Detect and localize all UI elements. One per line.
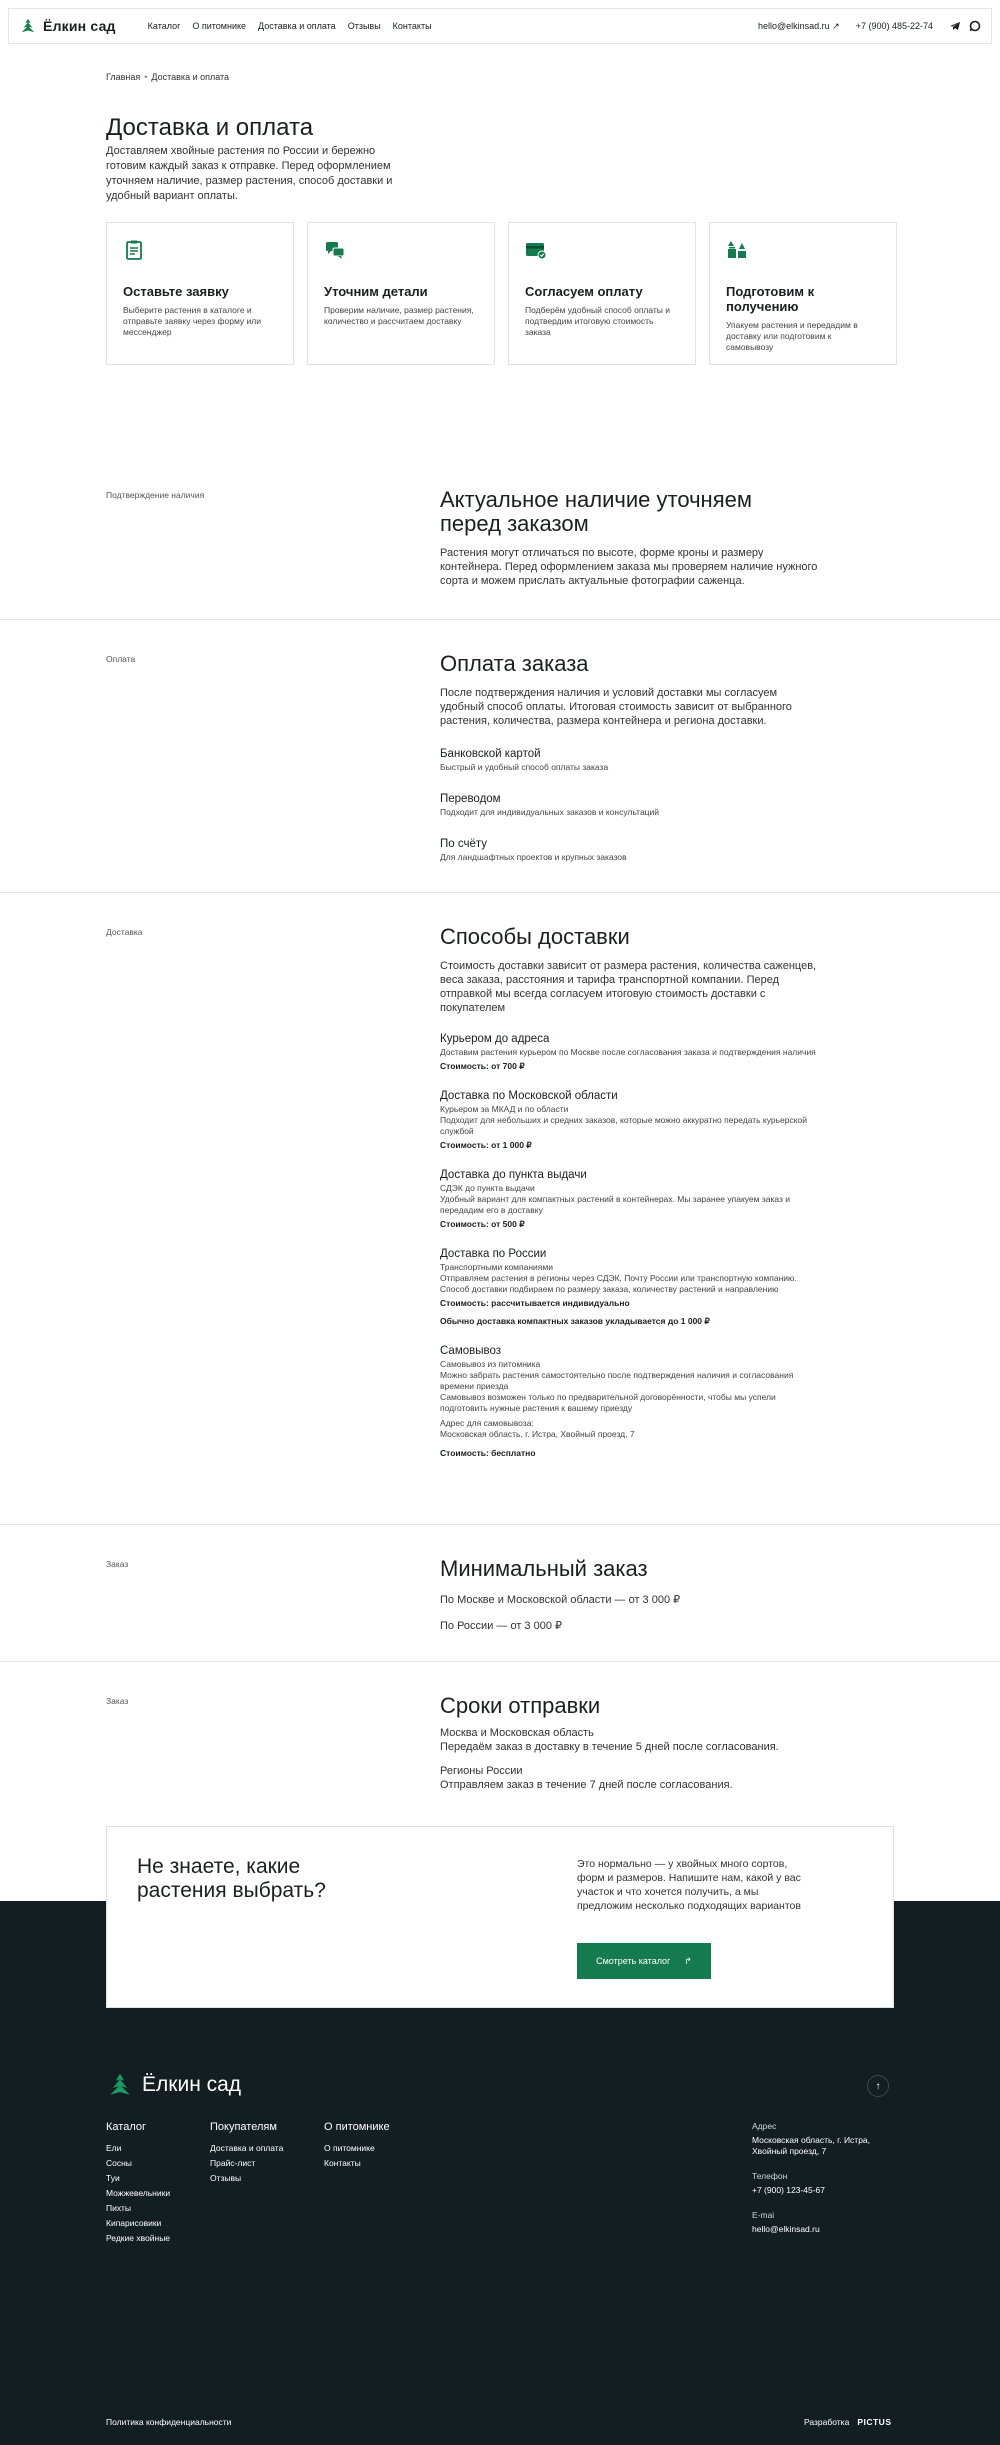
footer-address: Московская область, г. Истра, Хвойный проезд, 7 [752,2135,871,2156]
developer-logo: PICTUS [857,2417,892,2427]
delivery-price: Стоимость: рассчитывается индивидуально [440,1298,630,1308]
section-title: Оплата заказа [440,651,589,676]
section-body [440,652,820,863]
footer-col-title: Покупателям [210,2121,277,2133]
step-text: Подберём удобный способ оплаты и подтвердим итоговую стоимость заказа [525,305,671,337]
section-body [440,1694,820,1792]
footer-col-title: О питомнике [324,2121,390,2133]
footer-about [324,2121,390,2173]
delivery-method-text: Доставим растения курьером по Москве после согласования заказа и подтверждения наличия [440,1047,816,1057]
delivery-note: Обычно доставка компактных заказов укладывается до 1 000 ₽ [440,1316,710,1326]
shipping-regions-text: Отправляем заказ в течение 7 дней после согласования. [440,1779,733,1791]
footer-link[interactable]: Сосны [106,2158,132,2168]
step-card [307,222,495,365]
cta-title: Не знаете, какие растения выбрать? [137,1855,326,1902]
section-title: Сроки отправки [440,1693,601,1718]
page-title: Доставка и оплата [106,114,314,141]
delivery-section [0,892,1000,1524]
step-title: Уточним детали [324,284,428,299]
delivery-price: Стоимость: от 1 000 ₽ [440,1140,532,1150]
min-order-moscow: По Москве и Московской области — от 3 000 ₽ [440,1594,681,1606]
section-text: После подтверждения наличия и условий доставки мы согласуем удобный способ оплаты. Итоговая стоимость зависит от выбранного растения, количества, размера контейнера и региона доставки. [440,687,792,727]
developer-credit[interactable] [804,2417,891,2427]
chat-icon [324,239,346,261]
section-body [440,925,820,1458]
telegram-icon[interactable] [949,20,961,32]
delivery-method-text: Самовывоз возможен только по предварительной договорённости, чтобы мы успели подготовить нужные растения к вашему приезду [440,1392,776,1413]
min-order-section [0,1524,1000,1661]
step-card [508,222,696,365]
delivery-method-title: Доставка по Московской области [440,1090,618,1102]
step-text: Выберите растения в каталоге и отправьте заявку через форму или мессенджер [123,305,261,337]
arrow-icon: ↗ [832,20,840,31]
delivery-price: Стоимость: бесплатно [440,1448,536,1458]
shipping-regions-title: Регионы России [440,1765,523,1777]
payment-method-text: Для ландшафтных проектов и крупных заказов [440,852,627,862]
section-label: Заказ [106,1559,129,1569]
breadcrumb-separator: • [144,72,148,82]
delivery-method-sub: Самовывоз из питомника [440,1359,541,1369]
catalog-button-label: Смотреть каталог [596,1956,671,1966]
delivery-method-text: Отправляем растения в регионы через СДЭК, Почту России или транспортную компанию. Способ доставки подбираем по размеру заказа, количеству растений и направлению [440,1273,797,1294]
footer-catalog [106,2121,170,2248]
breadcrumb-current: Доставка и оплата [151,72,230,82]
nav-reviews[interactable]: Отзывы [347,21,381,31]
header-email: hello@elkinsad.ru [757,20,830,31]
footer-link[interactable]: Редкие хвойные [106,2233,171,2243]
logo-text: Ёлкин сад [43,18,116,34]
footer-link[interactable]: Контакты [324,2158,361,2168]
step-text: Упакуем растения и передадим в доставку или подготовим к самовывозу [726,320,858,352]
section-label: Оплата [106,654,136,664]
site-header [8,8,992,44]
footer-email-label: E-mai [752,2210,775,2220]
delivery-method-title: Доставка до пункта выдачи [440,1169,587,1181]
step-card [709,222,897,365]
footer-contacts [752,2121,892,2249]
scroll-top-button[interactable] [867,2075,889,2097]
clipboard-icon [123,239,145,261]
logo-icon [19,17,37,35]
delivery-method-sub: Транспортными компаниями [440,1262,553,1272]
delivery-method-text: Подходит для небольших и средних заказов, которые можно аккуратно передать курьерской службой [440,1115,808,1136]
delivery-method-sub: Курьером за МКАД и по области [440,1104,569,1114]
developer-label: Разработка [804,2417,850,2427]
pickup-address: Московская область, г. Истра, Хвойный проезд, 7 [440,1429,635,1439]
section-title: Актуальное наличие уточняем перед заказом [440,487,752,536]
footer-link[interactable]: Отзывы [210,2173,242,2183]
min-order-russia: По России — от 3 000 ₽ [440,1620,563,1632]
logo[interactable] [19,17,116,35]
step-title: Оставьте заявку [123,284,229,299]
footer-link[interactable]: Ели [106,2143,122,2153]
arrow-up-icon: ↑ [875,2080,881,2092]
footer-email[interactable]: hello@elkinsad.ru [752,2224,820,2234]
footer-link[interactable]: Кипарисовики [106,2218,162,2228]
footer-logo-text: Ёлкин сад [142,2073,242,2096]
section-body [440,1557,820,1633]
delivery-method-title: Самовывоз [440,1345,502,1357]
footer-link[interactable]: О питомнике [324,2143,375,2153]
section-label: Подтверждение наличия [106,490,205,500]
delivery-method-text: Можно забрать растения самостоятельно после подтверждения наличия и согласования времени приезда [440,1370,794,1391]
cta-text: Это нормально — у хвойных много сортов, форм и размеров. Напишите нам, какой у вас участок и что хочется получить, а мы предложим несколько подходящих вариантов [577,1858,801,1912]
footer-buyers [210,2121,283,2188]
step-card [106,222,294,365]
delivery-method-sub: СДЭК до пункта выдачи [440,1183,535,1193]
shipping-moscow-title: Москва и Московская область [440,1727,594,1739]
availability-section [0,488,1000,618]
section-label: Доставка [106,927,143,937]
nav-delivery[interactable]: Доставка и оплата [258,21,336,31]
payment-method-title: Банковской картой [440,748,541,760]
privacy-link[interactable]: Политика конфиденциальности [106,2417,232,2427]
footer-phone[interactable]: +7 (900) 123-45-67 [752,2185,826,2195]
footer-phone-label: Телефон [752,2171,788,2181]
main-nav [148,21,432,31]
step-title: Подготовим к получению [726,284,815,314]
order-steps [106,222,897,365]
footer-address-label: Адрес [752,2121,777,2131]
delivery-price: Стоимость: от 500 ₽ [440,1219,525,1229]
arrow-icon: ↱ [684,1955,692,1966]
whatsapp-icon[interactable] [969,20,981,32]
footer-col-title: Каталог [106,2121,146,2133]
section-title: Способы доставки [440,924,630,949]
footer-link[interactable]: Пихты [106,2203,132,2213]
section-text: Растения могут отличаться по высоте, форме кроны и размеру контейнера. Перед оформлением заказа мы проверяем наличие нужного сорта и можем прислать актуальные фотографии саженца. [440,547,818,587]
payment-method-text: Быстрый и удобный способ оплаты заказа [440,762,609,772]
delivery-method-text: Удобный вариант для компактных растений в контейнерах. Мы заранее упакуем заказ и передадим его в доставку [440,1194,791,1215]
delivery-price: Стоимость: от 700 ₽ [440,1061,525,1071]
footer-link[interactable]: Можжевельники [106,2188,171,2198]
section-title: Минимальный заказ [440,1556,648,1581]
cta-block [106,1826,894,2008]
shipping-moscow-text: Передаём заказ в доставку в течение 5 дней после согласования. [440,1741,779,1753]
payment-method-title: По счёту [440,838,488,850]
delivery-method-title: Курьером до адреса [440,1033,550,1045]
header-phone[interactable]: +7 (900) 485-22-74 [855,21,933,31]
section-label: Заказ [106,1696,129,1706]
footer-link[interactable]: Туи [106,2173,120,2183]
payment-section [0,619,1000,892]
footer-link[interactable]: Доставка и оплата [210,2143,284,2153]
messenger-icons [949,20,981,32]
nav-catalog[interactable]: Каталог [147,21,181,31]
section-body [440,488,820,588]
catalog-button[interactable] [577,1943,711,1979]
header-contacts [758,20,981,32]
footer-logo[interactable] [106,2071,241,2099]
payment-method-title: Переводом [440,793,501,805]
header-email-link[interactable] [758,21,840,32]
plant-pots-icon [726,239,748,261]
payment-method-text: Подходит для индивидуальных заказов и консультаций [440,807,660,817]
delivery-method-title: Доставка по России [440,1248,547,1260]
breadcrumb-home[interactable]: Главная [106,72,141,82]
step-title: Согласуем оплату [525,284,643,299]
nav-about[interactable]: О питомнике [192,21,247,31]
pickup-address-label: Адрес для самовывоза: [440,1418,534,1428]
logo-icon [106,2071,134,2099]
step-text: Проверим наличие, размер растения, количество и рассчитаем доставку [324,305,474,326]
page-lead: Доставляем хвойные растения по России и бережно готовим каждый заказ к отправке. Перед оформлением уточняем наличие, размер растения, способ доставки и удобный вариант оплаты. [106,145,393,202]
section-text: Стоимость доставки зависит от размера растения, количества саженцев, веса заказа, расстояния и тарифа транспортной компании. Перед отправкой мы всегда согласуем итоговую стоимость доставки с покупателем [440,960,817,1014]
footer-link[interactable]: Прайс-лист [210,2158,256,2168]
nav-contacts[interactable]: Контакты [392,21,432,31]
card-icon [525,239,547,261]
breadcrumb [106,72,229,82]
